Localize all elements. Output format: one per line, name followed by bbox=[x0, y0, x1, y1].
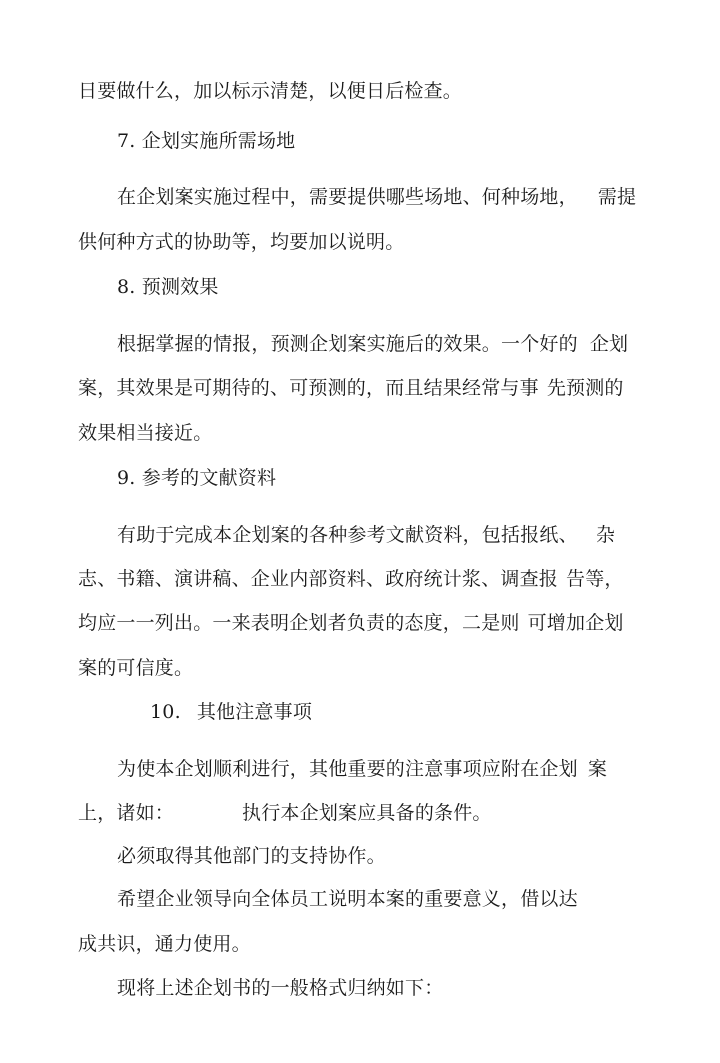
text-line: 必须取得其他部门的支持协作。 bbox=[117, 845, 386, 867]
text-line: 有助于完成本企划案的各种参考文献资料，包括报纸、 杂 bbox=[117, 524, 616, 546]
text-line: 为使本企划顺利进行，其他重要的注意事项应附在企划 案 bbox=[117, 758, 608, 780]
text-line: 在企划案实施过程中，需要提供哪些场地、何种场地， 需提 bbox=[117, 186, 637, 208]
text-line: 案的可信度。 bbox=[78, 657, 194, 679]
text-line: 供何种方式的协助等，均要加以说明。 bbox=[78, 231, 405, 253]
text-line: 志、书籍、演讲稿、企业内部资料、政府统计浆、调查报 告等， bbox=[78, 568, 624, 590]
text-line: 上，诸如： 执行本企划案应具备的条件。 bbox=[78, 802, 492, 824]
section-heading-7: 7. 企划实施所需场地 bbox=[117, 130, 296, 152]
section-heading-9: 9. 参考的文献资料 bbox=[117, 467, 277, 489]
text-line: 案，其效果是可期待的、可预测的，而且结果经常与事 先预测的 bbox=[78, 377, 624, 399]
text-line: 现将上述企划书的一般格式归纳如下： bbox=[117, 977, 444, 999]
text-line: 成共识，通力使用。 bbox=[78, 933, 251, 955]
section-heading-8: 8. 预测效果 bbox=[117, 276, 219, 298]
text-line: 均应一一列出。一来表明企划者负责的态度，二是则 可增加企划 bbox=[78, 612, 624, 634]
section-heading-10: 10. 其他注意事项 bbox=[150, 701, 313, 723]
text-line: 效果相当接近。 bbox=[78, 422, 213, 444]
text-line: 根据掌握的情报，预测企划案实施后的效果。一个好的 企划 bbox=[117, 333, 629, 355]
text-line: 希望企业领导向全体员工说明本案的重要意义，借以达 bbox=[117, 888, 578, 910]
text-line: 日要做什么，加以标示清楚，以便日后检查。 bbox=[78, 80, 463, 102]
